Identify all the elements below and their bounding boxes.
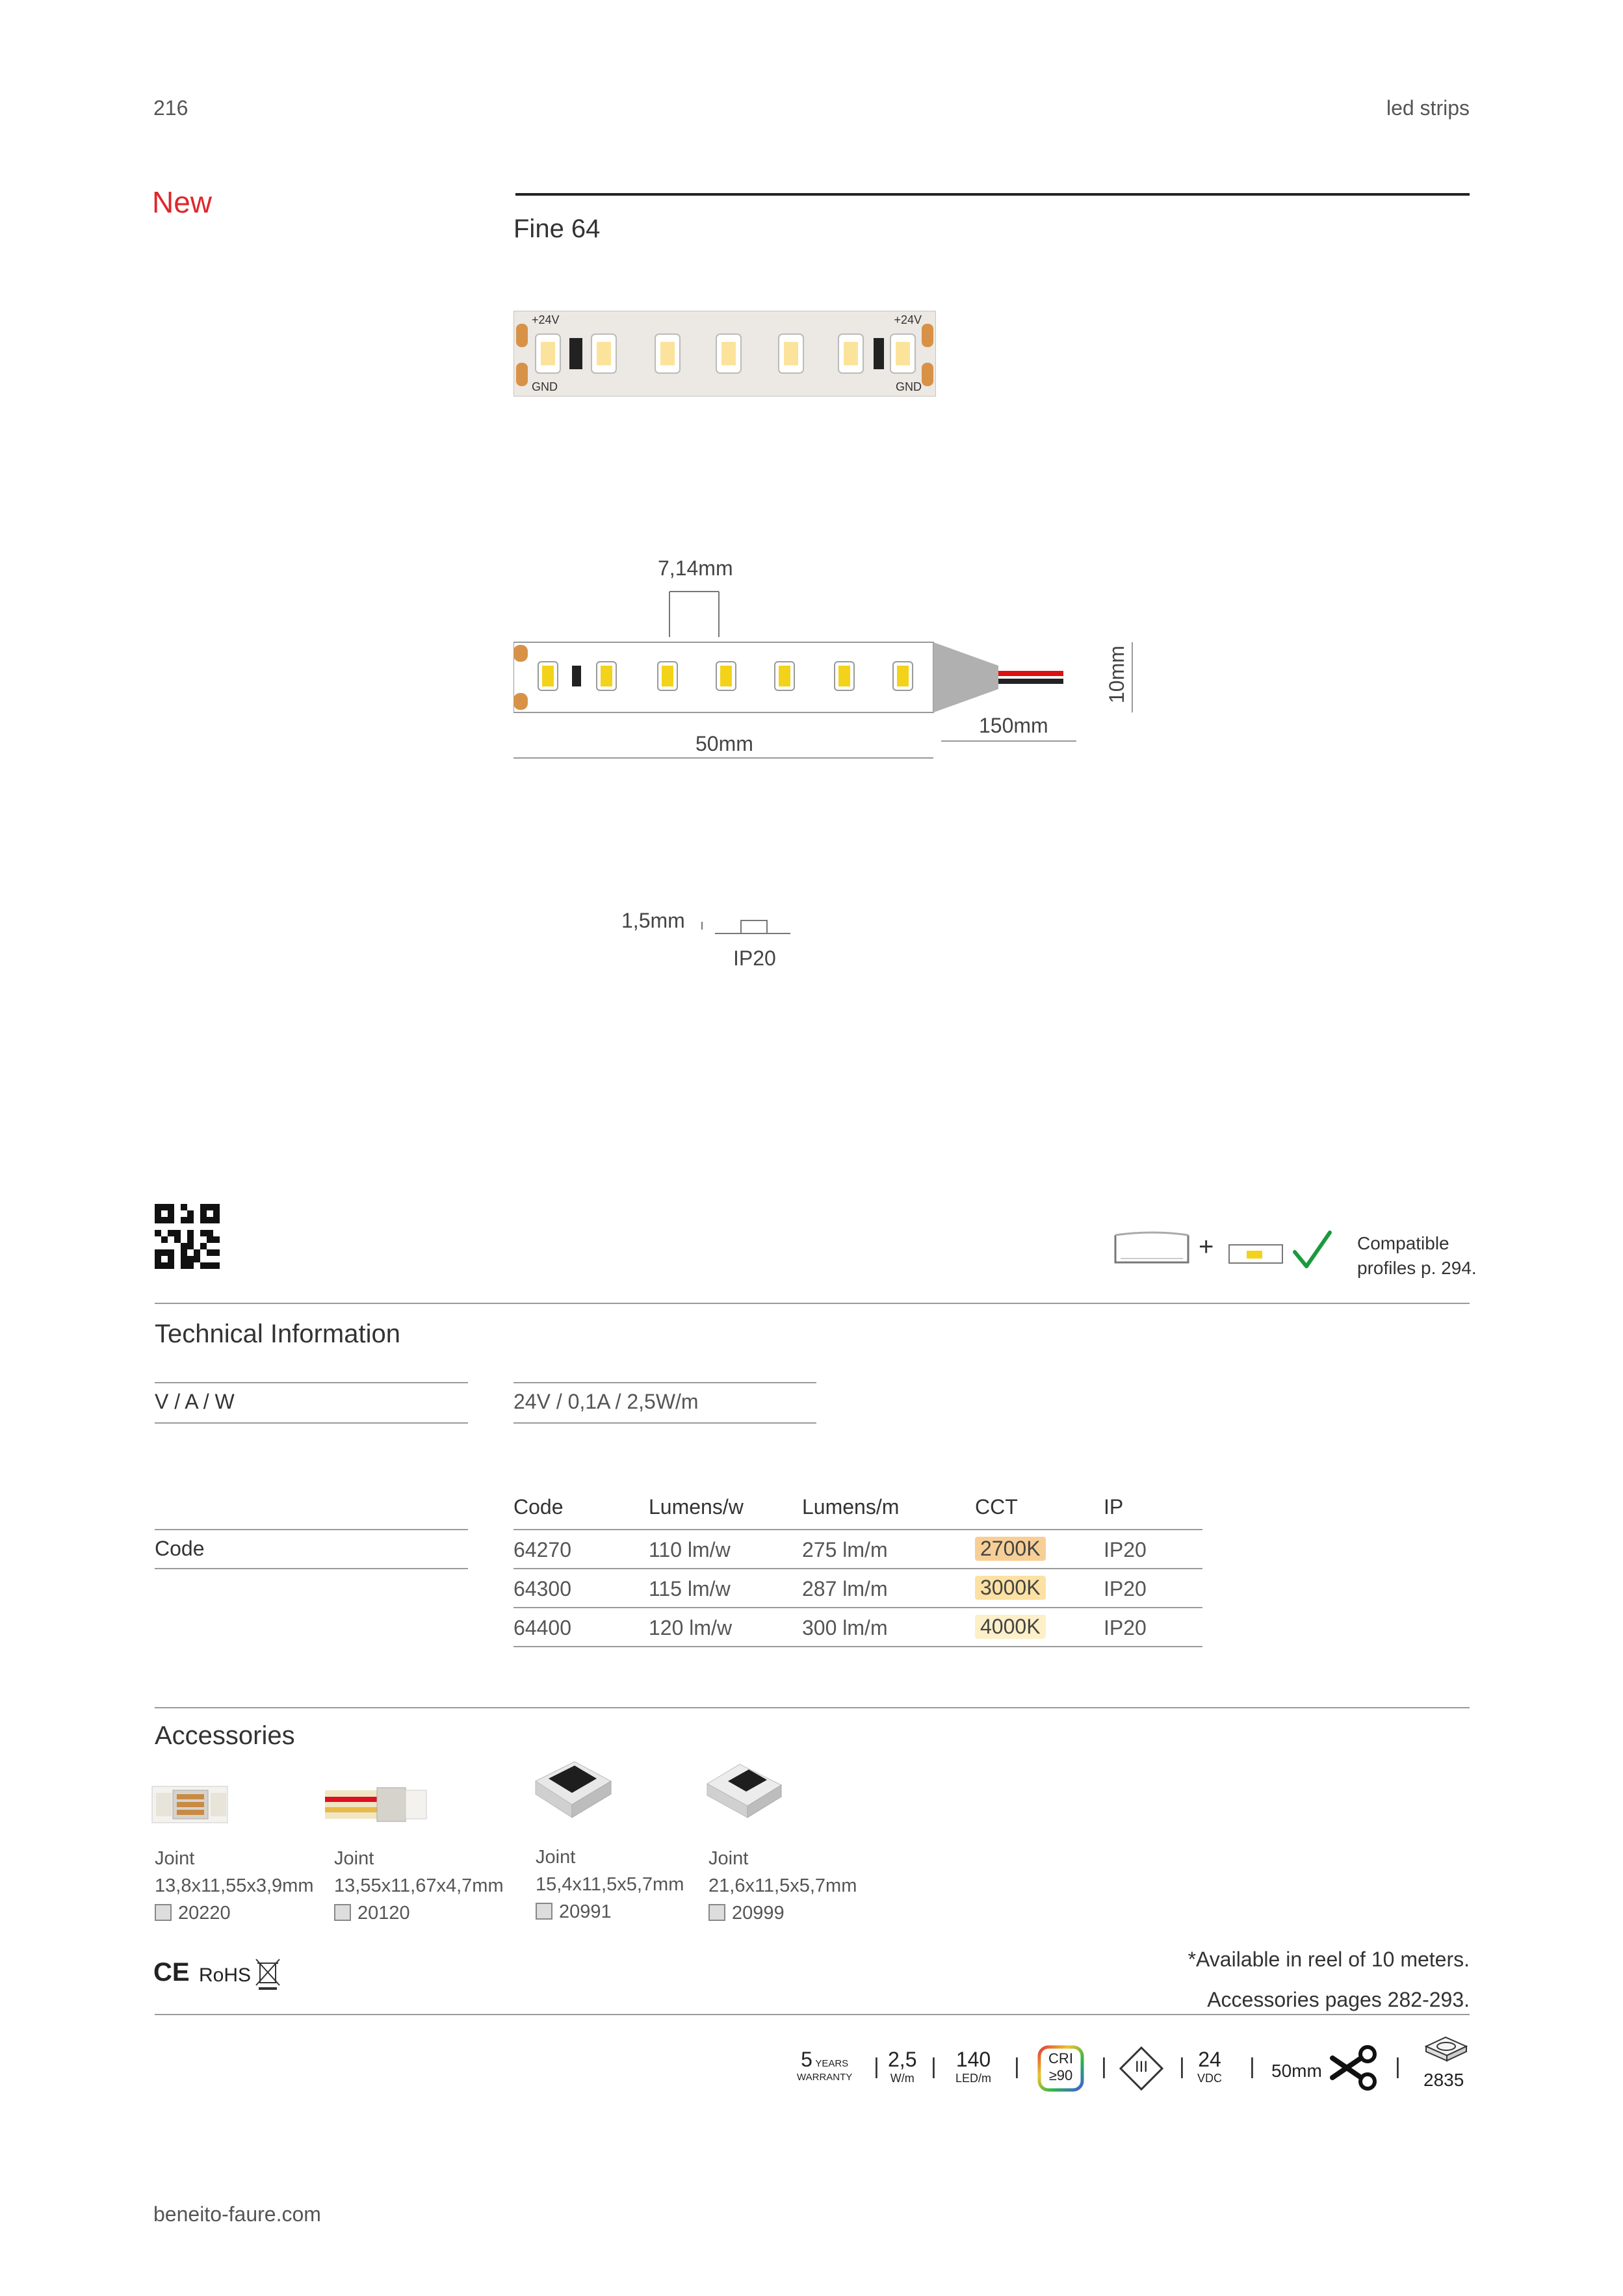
class-iii-icon — [1118, 2045, 1165, 2092]
table-header-ip: IP — [1104, 1495, 1124, 1519]
compatible-line2: profiles p. 294. — [1357, 1258, 1477, 1278]
divider — [513, 1422, 816, 1424]
table-header-cct: CCT — [975, 1495, 1018, 1519]
vaw-value: 24V / 0,1A / 2,5W/m — [513, 1390, 699, 1413]
ce-mark: CE — [153, 1958, 190, 1987]
cri-value: ≥90 — [1048, 2067, 1073, 2083]
row-lumens-m: 287 lm/m — [802, 1577, 888, 1600]
divider — [155, 1568, 468, 1569]
strip-icon — [1228, 1244, 1283, 1264]
accessory-code: 20120 — [357, 1903, 410, 1924]
divider — [155, 1382, 468, 1383]
accessory-item — [155, 1845, 314, 1927]
accessory-checkbox[interactable] — [708, 1904, 725, 1921]
divider — [513, 1646, 1202, 1647]
strip-photo — [513, 311, 936, 397]
section-title: led strips — [1386, 96, 1470, 120]
strip-label-pos-left: +24V — [532, 313, 560, 326]
row-code: 64270 — [513, 1538, 571, 1561]
spec-separator: | — [1101, 2054, 1107, 2079]
warranty-years: YEARS — [815, 2058, 849, 2069]
row-lumens-w: 110 lm/w — [649, 1538, 731, 1561]
strip-label-gnd-right: GND — [896, 380, 922, 393]
accessory-code-row — [155, 1899, 314, 1927]
spec-separator: | — [1179, 2054, 1185, 2079]
led-chip-label: 2835 — [1423, 2070, 1464, 2090]
plus-sign: + — [1199, 1233, 1214, 1261]
rohs-mark: RoHS — [199, 1964, 252, 1986]
divider — [155, 2014, 1470, 2015]
qr-code — [155, 1204, 220, 1269]
code-table — [513, 1493, 1202, 1639]
accessory-dims: 15,4x11,5x5,7mm — [536, 1874, 684, 1895]
dimension-drawing — [513, 585, 1163, 767]
height-dimension: 1,5mm — [621, 909, 685, 932]
ip-rating-label: IP20 — [733, 946, 776, 970]
accessory-code: 20999 — [732, 1903, 785, 1924]
accessory-name: Joint — [536, 1847, 576, 1868]
compatible-profiles-note — [1357, 1231, 1477, 1281]
table-header-row — [513, 1493, 1202, 1529]
joint-20220-image — [151, 1777, 229, 1832]
led-density-unit: LED/m — [955, 2072, 992, 2085]
spec-separator: | — [874, 2054, 879, 2079]
accessories-title: Accessories — [155, 1721, 295, 1750]
accessory-dims: 13,55x11,67x4,7mm — [334, 1875, 504, 1896]
row-ip: IP20 — [1104, 1616, 1147, 1639]
row-code: 64400 — [513, 1616, 571, 1639]
cri-label: CRI — [1048, 2050, 1073, 2067]
accessory-item — [536, 1844, 684, 1925]
accessory-code-row — [708, 1899, 857, 1927]
accessory-checkbox[interactable] — [536, 1903, 552, 1920]
width-dimension: 10mm — [1105, 646, 1128, 703]
voltage-value: 24 — [1198, 2048, 1221, 2071]
table-row — [513, 1530, 1202, 1568]
row-cct: 4000K — [975, 1615, 1046, 1639]
row-cct: 3000K — [975, 1576, 1046, 1600]
page-number: 216 — [153, 96, 188, 120]
led-density-spec — [955, 2048, 991, 2085]
profile-drawing — [697, 915, 794, 941]
segment-length-dimension: 50mm — [695, 732, 753, 755]
row-ip: IP20 — [1104, 1577, 1147, 1600]
row-lumens-w: 115 lm/w — [649, 1577, 731, 1600]
led-density-value: 140 — [955, 2048, 991, 2071]
table-header-code: Code — [513, 1495, 564, 1519]
code-label: Code — [155, 1537, 205, 1560]
voltage-spec — [1197, 2048, 1222, 2085]
row-lumens-w: 120 lm/w — [649, 1616, 733, 1639]
warranty-number: 5 — [801, 2048, 812, 2071]
divider — [513, 1382, 816, 1383]
divider — [155, 1422, 468, 1424]
row-lumens-m: 300 lm/m — [802, 1616, 888, 1639]
accessory-checkbox[interactable] — [334, 1904, 351, 1921]
table-row — [513, 1569, 1202, 1607]
row-cct: 2700K — [975, 1537, 1046, 1561]
power-unit: W/m — [890, 2072, 915, 2085]
accessories-pages-note: Accessories pages 282-293. — [1207, 1988, 1470, 2011]
cri-icon — [1037, 2045, 1084, 2092]
divider — [155, 1707, 1470, 1708]
new-badge: New — [152, 185, 213, 219]
led-chip-icon — [1420, 2035, 1472, 2063]
spec-separator: | — [1249, 2054, 1255, 2079]
profile-icon — [1113, 1230, 1191, 1266]
table-header-lumens-w: Lumens/w — [649, 1495, 744, 1519]
cable-length-dimension: 150mm — [979, 714, 1048, 737]
table-row — [513, 1608, 1202, 1646]
row-lumens-m: 275 lm/m — [802, 1538, 888, 1561]
accessory-code-row — [334, 1899, 504, 1927]
divider — [155, 1529, 468, 1530]
warranty-spec — [797, 2048, 852, 2083]
title-rule — [515, 193, 1470, 196]
led-pitch-dimension: 7,14mm — [658, 556, 733, 580]
table-header-lumens-m: Lumens/m — [802, 1495, 900, 1519]
strip-label-gnd-left: GND — [532, 380, 558, 393]
reel-availability-note: *Available in reel of 10 meters. — [1188, 1948, 1470, 1971]
technical-information-title: Technical Information — [155, 1320, 400, 1348]
accessory-dims: 13,8x11,55x3,9mm — [155, 1875, 314, 1896]
spec-separator: | — [1014, 2054, 1020, 2079]
accessory-checkbox[interactable] — [155, 1904, 172, 1921]
accessory-code: 20991 — [559, 1901, 612, 1922]
divider — [155, 1303, 1470, 1304]
website-link[interactable]: beneito-faure.com — [153, 2202, 321, 2226]
joint-20120-image — [324, 1777, 428, 1832]
warranty-word: WARRANTY — [797, 2072, 853, 2083]
class-iii-label: III — [1134, 2058, 1148, 2076]
weee-bin-icon — [255, 1957, 281, 1990]
power-value: 2,5 — [888, 2048, 917, 2071]
joint-20991-image — [529, 1755, 616, 1823]
spec-separator: | — [931, 2054, 937, 2079]
joint-20999-image — [701, 1755, 788, 1823]
power-spec — [888, 2048, 916, 2085]
row-code: 64300 — [513, 1577, 571, 1600]
cut-length: 50mm — [1271, 2061, 1322, 2081]
accessory-dims: 21,6x11,5x5,7mm — [708, 1875, 857, 1896]
accessory-item — [334, 1845, 504, 1927]
strip-label-pos-right: +24V — [894, 313, 922, 326]
spec-separator: | — [1395, 2054, 1401, 2079]
check-icon — [1291, 1229, 1334, 1272]
scissors-icon — [1330, 2045, 1379, 2091]
accessory-code-row — [536, 1898, 684, 1925]
accessory-name: Joint — [334, 1848, 374, 1869]
accessory-code: 20220 — [178, 1903, 231, 1924]
product-name: Fine 64 — [513, 215, 601, 243]
voltage-unit: VDC — [1197, 2072, 1223, 2085]
vaw-label: V / A / W — [155, 1390, 235, 1413]
row-ip: IP20 — [1104, 1538, 1147, 1561]
accessory-name: Joint — [708, 1848, 749, 1869]
accessory-name: Joint — [155, 1848, 195, 1869]
accessory-item — [708, 1845, 857, 1927]
compatible-line1: Compatible — [1357, 1233, 1449, 1253]
